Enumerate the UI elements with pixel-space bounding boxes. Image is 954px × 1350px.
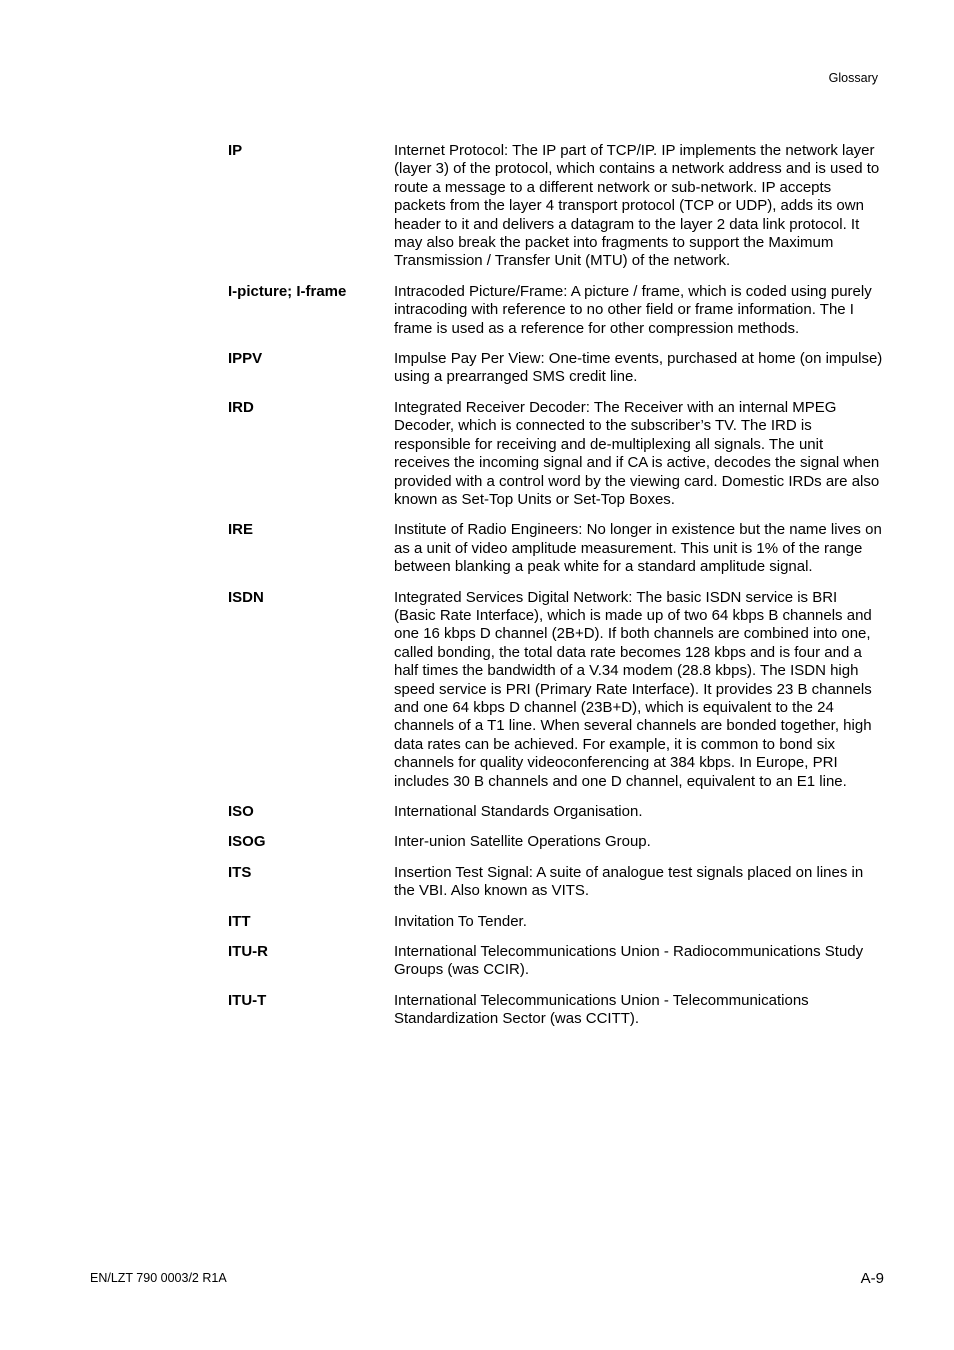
glossary-entry-itu-t (228, 992, 883, 1029)
glossary-definition: Invitation To Tender. (394, 912, 527, 930)
glossary-term: ISDN (228, 588, 264, 606)
glossary-definition: Impulse Pay Per View: One-time events, purchased at home (on impulse) using a prearranged SMS credit line. (394, 350, 883, 386)
section-title: Glossary (828, 71, 878, 85)
glossary-definition: Insertion Test Signal: A suite of analogue test signals placed on lines in the VBI. Also known as VITS. (394, 863, 864, 900)
glossary-entry-itu-r (228, 943, 883, 980)
glossary-entry-i-picture (228, 283, 883, 338)
glossary-entry-ird (228, 399, 883, 509)
glossary-term: IPPV (228, 350, 263, 368)
glossary-definition: Institute of Radio Engineers: No longer in existence but the name lives on as a unit of video amplitude measurement. This unit is 1% of the range between blanking a peak white for a standard amplitude signal. (394, 521, 882, 576)
glossary-definition: Inter-union Satellite Operations Group. (394, 833, 651, 851)
glossary-term: ITU-T (228, 991, 267, 1009)
glossary-term: ITS (228, 863, 252, 881)
glossary-entry-ire (228, 521, 883, 576)
glossary-definition: International Standards Organisation. (394, 803, 643, 820)
glossary-term: ITT (228, 912, 251, 930)
glossary-definition: Integrated Receiver Decoder: The Receiver with an internal MPEG Decoder, which is connected to the subscriber’s TV. The IRD is responsible for receiving and de-multiplexing all signals. The unit receives the incoming signal and if CA is active, decodes the signal when provided with a control word by the viewing card. Domestic IRDs are also known as Set-Top Units or Set-Top Boxes. (394, 398, 880, 508)
page-number: A-9 (860, 1270, 884, 1287)
glossary-definition: Intracoded Picture/Frame: A picture / frame, which is coded using purely intracoding with reference to no other field or frame information. The I frame is used as a reference for other compression methods. (394, 282, 872, 337)
glossary-entry-iso (228, 803, 883, 821)
glossary-definition: International Telecommunications Union - Radiocommunications Study Groups (was CCIR). (394, 943, 864, 979)
glossary-entry-itt (228, 913, 883, 931)
glossary-definition: Integrated Services Digital Network: The basic ISDN service is BRI (Basic Rate Interface), which is made up of two 64 kbps B channels and one 16 kbps D channel (2B+D). If both channels are combined into one, called bonding, the total data rate becomes 128 kbps and is four and a half times the bandwidth of a V.34 modem (28.8 kbps). The ISDN high speed service is PRI (Primary Rate Interface). It provides 23 B channels and one 64 kbps D channel (23B+D), which is equivalent to the 24 channels of a T1 line. When several channels are bonded together, high data rates can be achieved. For example, it is common to bond six channels for quality videoconferencing at 384 kbps. In Europe, PRI includes 30 B channels and one D channel, equivalent to an E1 line. (394, 588, 872, 790)
glossary-term: ITU-R (228, 943, 268, 961)
glossary-list (228, 142, 883, 1041)
glossary-definition: International Telecommunications Union - Telecommunications Standardization Sector (was CCITT). (394, 991, 809, 1028)
glossary-term: IRD (228, 398, 254, 416)
glossary-term: IP (228, 142, 243, 159)
glossary-entry-its (228, 864, 883, 901)
glossary-term: I-picture; I-frame (228, 282, 347, 300)
document-number: EN/LZT 790 0003/2 R1A (90, 1271, 227, 1285)
glossary-entry-isdn (228, 589, 883, 791)
glossary-definition: Internet Protocol: The IP part of TCP/IP. IP implements the network layer (layer 3) of the protocol, which contains a network address and is used to route a message to a different network or sub-network. IP accepts packets from the layer 4 transport protocol (TCP or UDP), adds its own header to it and delivers a datagram to the layer 2 data link protocol. It may also break the packet into fragments to support the Maximum Transmission / Transfer Unit (MTU) of the network. (394, 142, 880, 270)
glossary-entry-ip (228, 142, 883, 271)
glossary-term: IRE (228, 521, 254, 539)
glossary-term: ISO (228, 803, 254, 820)
glossary-term: ISOG (228, 833, 266, 851)
glossary-entry-isog (228, 833, 883, 851)
glossary-entry-ippv (228, 350, 883, 387)
